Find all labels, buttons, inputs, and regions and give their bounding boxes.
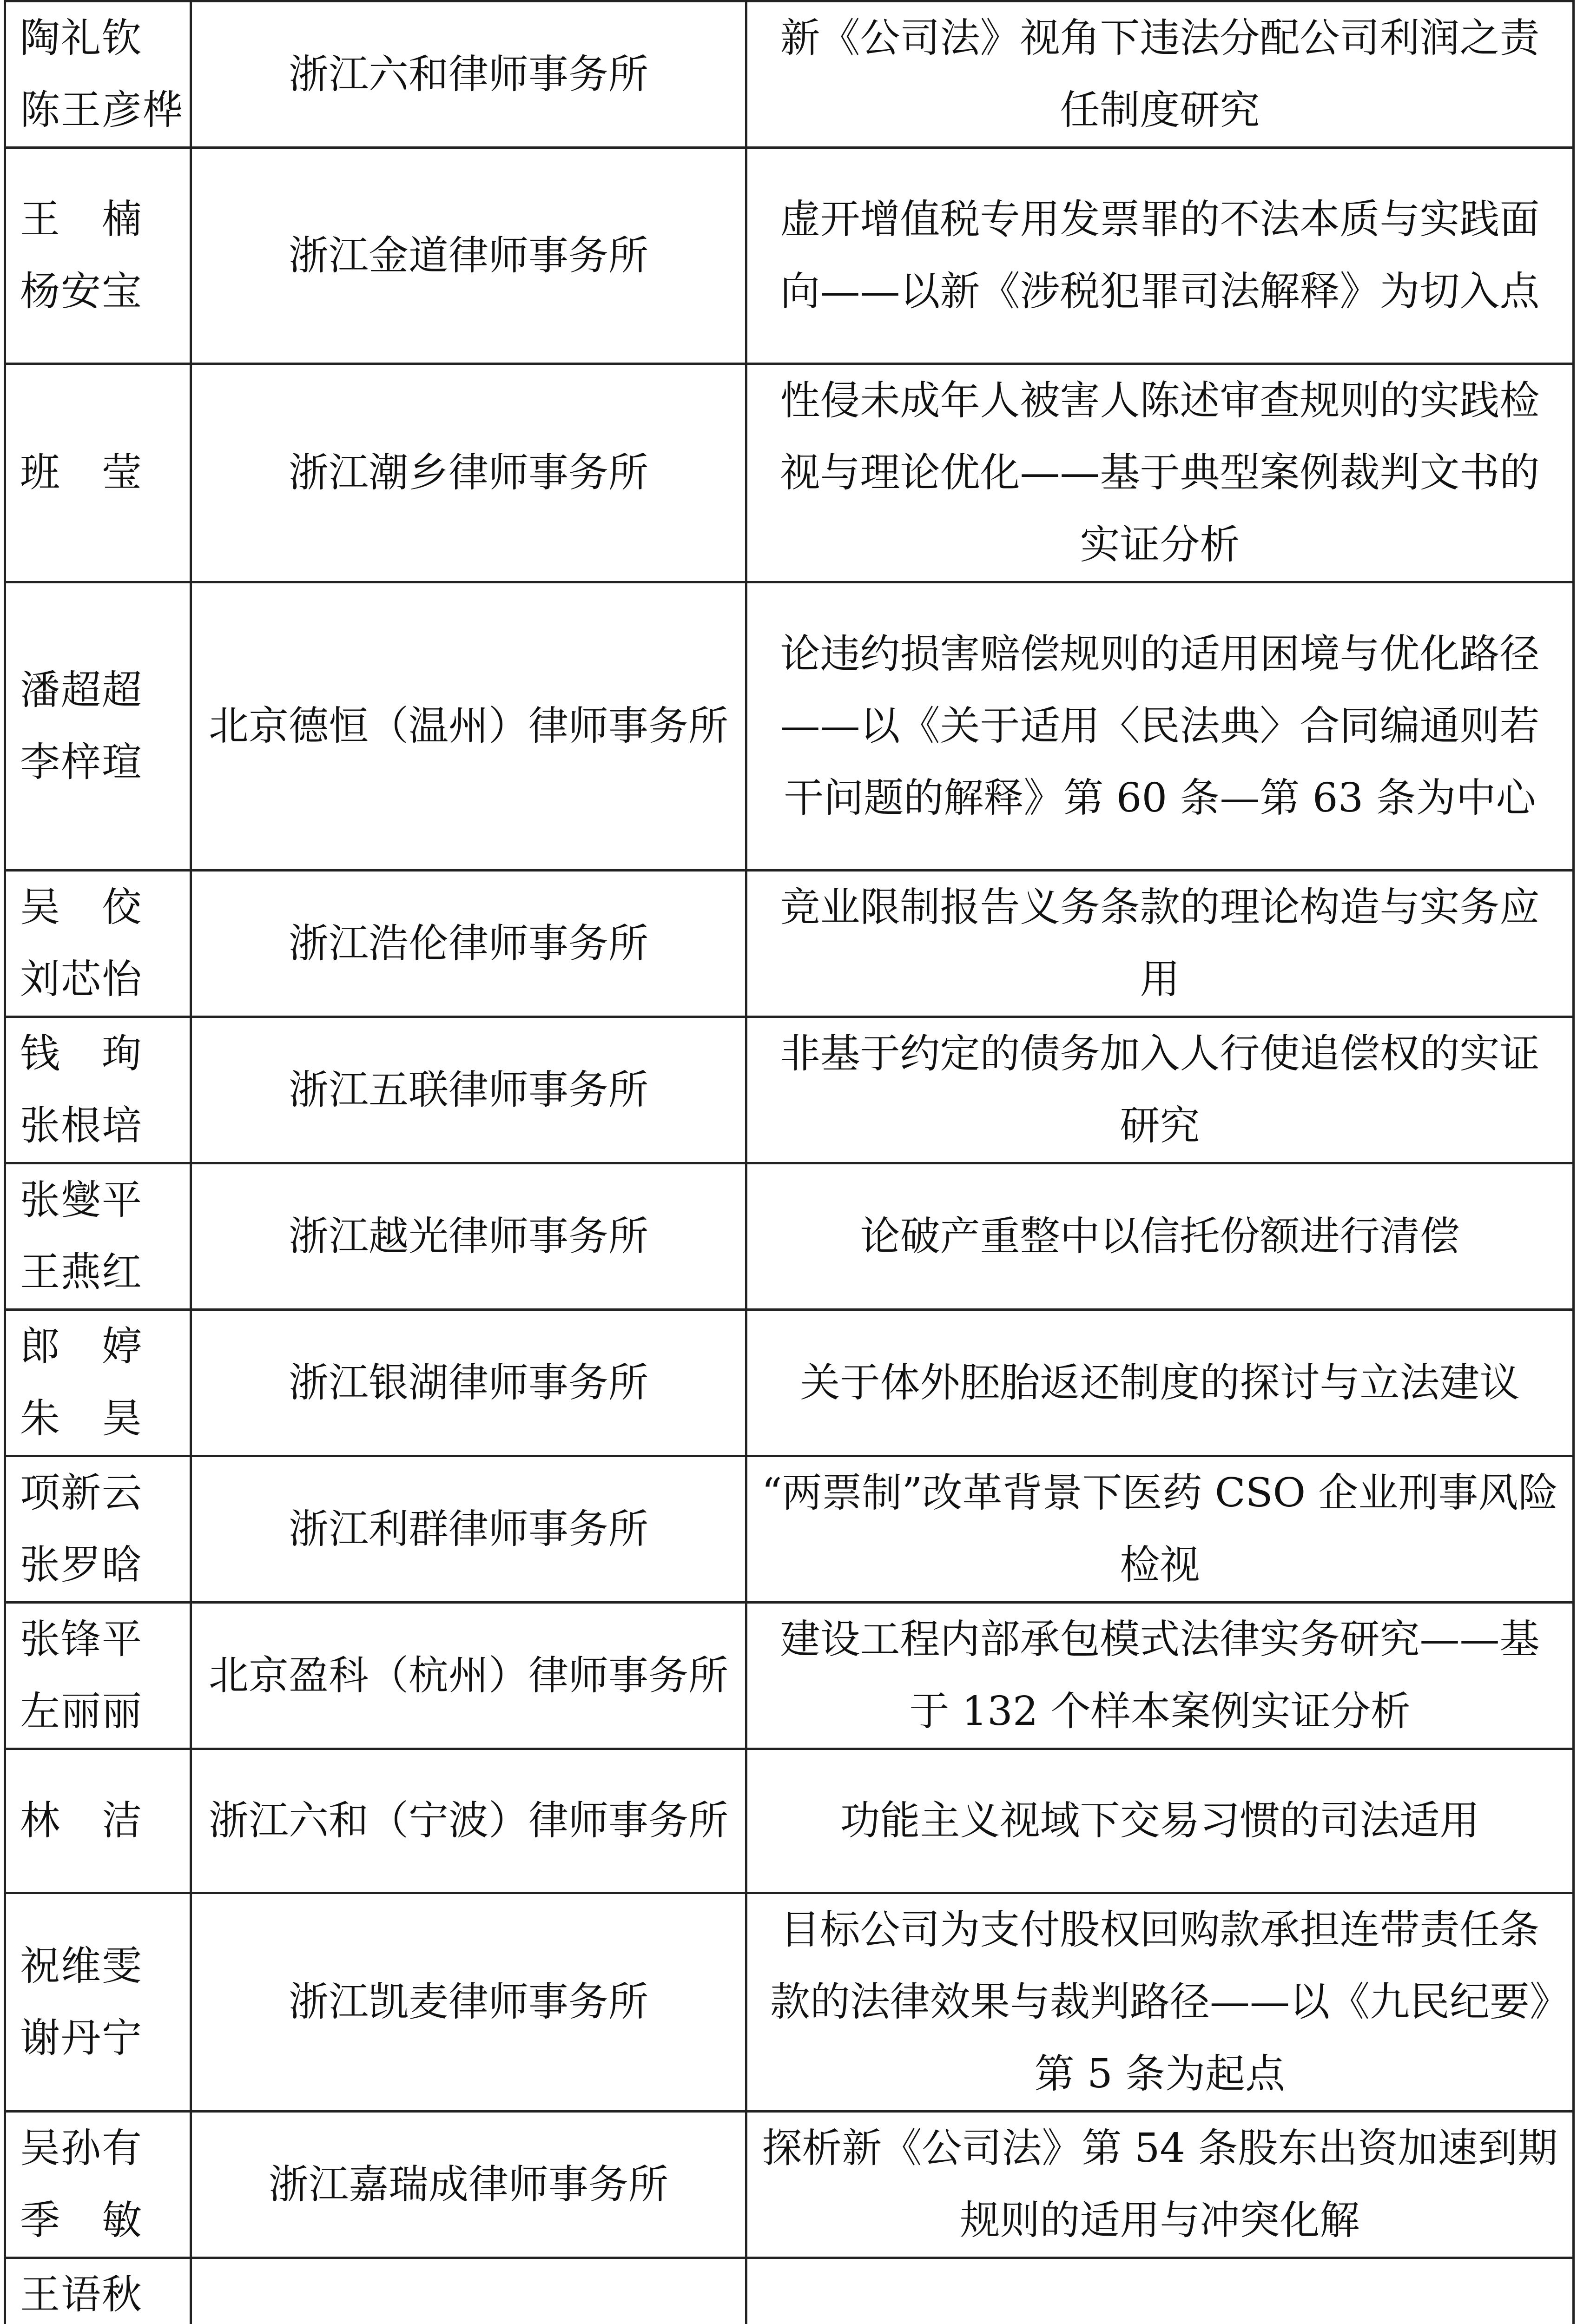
paper-title-cell <box>746 2258 1574 2324</box>
author-name: 王燕红 <box>20 1249 143 1295</box>
law-firm-cell <box>191 364 746 582</box>
paper-title-cell <box>746 1456 1574 1603</box>
paper-title: 竞业限制报告义务条款的理论构造与实务应用 <box>780 884 1540 1003</box>
table-row <box>5 1 1574 148</box>
table-row <box>5 364 1574 582</box>
law-firm-cell <box>191 871 746 1017</box>
author-name: 吴 佼 <box>20 884 143 931</box>
law-firm-cell <box>191 1 746 148</box>
author-name: 左丽丽 <box>20 1688 143 1735</box>
law-firm-name: 北京盈科（杭州）律师事务所 <box>209 1652 728 1699</box>
law-firm-cell <box>191 1603 746 1749</box>
author-names-cell <box>5 148 191 364</box>
law-firm-name: 浙江银湖律师事务所 <box>289 1359 648 1406</box>
paper-title-cell <box>746 1749 1574 1893</box>
law-firm-name: 浙江凯麦律师事务所 <box>289 1979 648 2025</box>
paper-title-cell <box>746 1163 1574 1310</box>
paper-title: 探析新《公司法》第 54 条股东出资加速到期规则的适用与冲突化解 <box>762 2125 1558 2244</box>
table-row <box>5 1017 1574 1163</box>
author-names-cell <box>5 364 191 582</box>
author-name: 祝维雯 <box>20 1942 143 1989</box>
paper-title: 新《公司法》视角下违法分配公司利润之责任制度研究 <box>780 15 1540 133</box>
author-names-cell <box>5 1017 191 1163</box>
award-table-body <box>5 1 1574 2324</box>
law-firm-name: 浙江越光律师事务所 <box>289 1213 648 1260</box>
paper-title: 目标公司为支付股权回购款承担连带责任条款的法律效果与裁判路径——以《九民纪要》第 5 条为起点 <box>770 1907 1550 2097</box>
author-names-cell <box>5 1749 191 1893</box>
author-names-cell <box>5 582 191 871</box>
author-name: 刘芯怡 <box>20 956 143 1003</box>
law-firm-cell <box>191 148 746 364</box>
law-firm-cell <box>191 582 746 871</box>
law-firm-cell <box>191 1456 746 1603</box>
author-name: 林 洁 <box>20 1797 143 1844</box>
author-names-cell <box>5 1603 191 1749</box>
law-firm-cell <box>191 1310 746 1456</box>
paper-title: 论违约损害赔偿规则的适用困境与优化路径——以《关于适用〈民法典〉合同编通则若干问题的解释》第 60 条—第 63 条为中心 <box>780 631 1540 821</box>
author-names-cell <box>5 2112 191 2258</box>
author-names-cell <box>5 2258 191 2324</box>
paper-title-cell <box>746 2112 1574 2258</box>
author-name: 钱 珣 <box>20 1030 143 1077</box>
law-firm-cell <box>191 1017 746 1163</box>
law-firm-cell <box>191 1893 746 2112</box>
author-name: 张根培 <box>20 1103 143 1149</box>
law-firm-name: 北京德恒（温州）律师事务所 <box>209 703 728 749</box>
law-firm-name: 浙江金道律师事务所 <box>289 232 648 279</box>
author-name: 季 敏 <box>20 2197 143 2244</box>
paper-title-cell <box>746 1893 1574 2112</box>
table-row <box>5 1603 1574 1749</box>
paper-title-cell <box>746 1 1574 148</box>
paper-title-cell <box>746 582 1574 871</box>
author-name: 吴孙有 <box>20 2125 143 2172</box>
author-names-cell <box>5 1310 191 1456</box>
award-table <box>4 0 1575 2324</box>
author-name: 班 莹 <box>20 449 143 496</box>
paper-title: 功能主义视域下交易习惯的司法适用 <box>840 1797 1480 1844</box>
author-name: 王 楠 <box>20 196 143 243</box>
law-firm-cell <box>191 2112 746 2258</box>
paper-title-cell <box>746 148 1574 364</box>
author-names-cell <box>5 1456 191 1603</box>
paper-title-cell <box>746 871 1574 1017</box>
author-name: 郎 婷 <box>20 1323 143 1370</box>
author-name: 朱 昊 <box>20 1395 143 1442</box>
paper-title: 性侵未成年人被害人陈述审查规则的实践检视与理论优化——基于典型案例裁判文书的实证分析 <box>780 377 1540 568</box>
paper-title: “两票制”改革背景下医药 CSO 企业刑事风险检视 <box>761 1470 1558 1588</box>
law-firm-cell <box>191 2258 746 2324</box>
author-name: 张燮平 <box>20 1177 143 1223</box>
table-row <box>5 148 1574 364</box>
author-name: 王语秋 <box>20 2271 143 2318</box>
table-row <box>5 582 1574 871</box>
table-row <box>5 871 1574 1017</box>
table-row <box>5 1310 1574 1456</box>
author-names-cell <box>5 871 191 1017</box>
paper-title: 关于体外胚胎返还制度的探讨与立法建议 <box>800 1359 1520 1406</box>
table-row <box>5 1456 1574 1603</box>
author-name: 张罗晗 <box>20 1542 143 1588</box>
paper-title-cell <box>746 364 1574 582</box>
author-name: 张锋平 <box>20 1616 143 1663</box>
paper-title-cell <box>746 1310 1574 1456</box>
law-firm-name: 浙江浩伦律师事务所 <box>289 920 648 967</box>
table-row <box>5 2112 1574 2258</box>
author-name: 谢丹宁 <box>20 2014 143 2061</box>
author-names-cell <box>5 1893 191 2112</box>
table-row <box>5 1163 1574 1310</box>
law-firm-cell <box>191 1163 746 1310</box>
paper-title: 非基于约定的债务加入人行使追偿权的实证研究 <box>780 1030 1540 1149</box>
author-name: 项新云 <box>20 1470 143 1516</box>
law-firm-name: 浙江嘉瑞成律师事务所 <box>269 2161 668 2208</box>
paper-title: 论破产重整中以信托份额进行清偿 <box>860 1213 1460 1260</box>
paper-title: 建设工程内部承包模式法律实务研究——基于 132 个样本案例实证分析 <box>780 1616 1540 1735</box>
paper-title-cell <box>746 1017 1574 1163</box>
law-firm-name: 浙江潮乡律师事务所 <box>289 449 648 496</box>
law-firm-name: 浙江六和律师事务所 <box>289 51 648 98</box>
author-name: 杨安宝 <box>20 268 143 315</box>
author-names-cell <box>5 1 191 148</box>
law-firm-cell <box>191 1749 746 1893</box>
paper-title-cell <box>746 1603 1574 1749</box>
table-row <box>5 1893 1574 2112</box>
law-firm-name: 浙江六和（宁波）律师事务所 <box>209 1797 728 1844</box>
author-name: 陶礼钦 <box>20 15 143 61</box>
author-names-cell <box>5 1163 191 1310</box>
law-firm-name: 浙江五联律师事务所 <box>289 1066 648 1113</box>
author-name: 潘超超 <box>20 667 143 713</box>
author-name: 陈王彦桦 <box>20 87 184 133</box>
law-firm-name: 浙江利群律师事务所 <box>289 1505 648 1552</box>
paper-title: 虚开增值税专用发票罪的不法本质与实践面向——以新《涉税犯罪司法解释》为切入点 <box>780 196 1540 315</box>
table-row <box>5 1749 1574 1893</box>
author-name: 李梓瑄 <box>20 739 143 786</box>
table-row <box>5 2258 1574 2324</box>
